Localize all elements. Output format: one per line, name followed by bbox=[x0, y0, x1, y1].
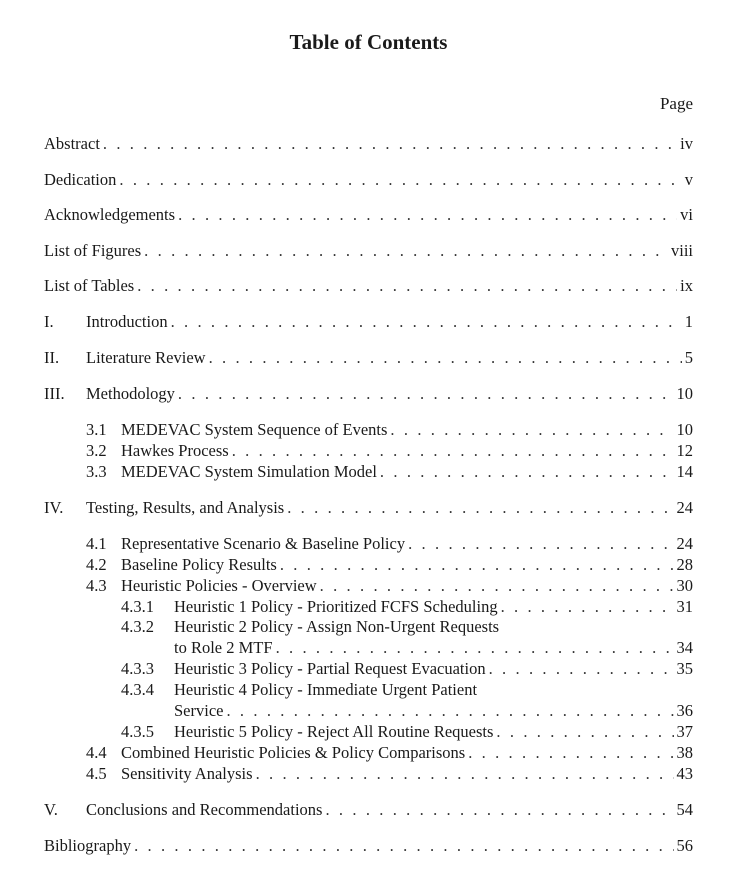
toc-entry-page: vi bbox=[680, 205, 693, 224]
toc-entry-number: 4.2 bbox=[86, 555, 107, 574]
toc-entry-title: Conclusions and Recommendations bbox=[86, 800, 323, 819]
toc-entry-title: Literature Review bbox=[86, 348, 206, 367]
toc-entry-page: 14 bbox=[676, 462, 693, 481]
toc-subsection-4-3-5[interactable] bbox=[121, 722, 693, 742]
toc-entry-page: 28 bbox=[676, 555, 693, 574]
toc-entry-number: 4.4 bbox=[86, 743, 107, 762]
toc-entry-number: 4.3.2 bbox=[121, 617, 154, 636]
toc-entry-number: 3.1 bbox=[86, 420, 107, 439]
toc-entry-title: Testing, Results, and Analysis bbox=[86, 498, 285, 517]
toc-section-3-1[interactable] bbox=[86, 420, 693, 440]
toc-entry-page: 31 bbox=[676, 597, 693, 616]
toc-entry-page: 34 bbox=[676, 638, 693, 657]
toc-chapter-testing-results[interactable] bbox=[44, 498, 693, 518]
toc-entry-dedication[interactable] bbox=[44, 170, 693, 190]
toc-section-4-5[interactable] bbox=[86, 764, 693, 784]
dot-leader bbox=[320, 576, 674, 596]
toc-entry-page: 5 bbox=[684, 348, 693, 367]
page-title: Table of Contents bbox=[289, 30, 448, 54]
toc-entry-acknowledgements[interactable] bbox=[44, 205, 693, 225]
toc-entry-bibliography[interactable] bbox=[44, 836, 693, 856]
toc-entry-number: 4.3.1 bbox=[121, 597, 154, 616]
toc-chapter-introduction[interactable] bbox=[44, 312, 693, 332]
dot-leader bbox=[119, 170, 681, 190]
dot-leader bbox=[408, 534, 673, 554]
dot-leader bbox=[489, 659, 674, 679]
toc-entry-number: 4.5 bbox=[86, 764, 107, 783]
dot-leader bbox=[209, 348, 682, 368]
toc-entry-page: 24 bbox=[676, 534, 693, 553]
toc-section-3-3[interactable] bbox=[86, 462, 693, 482]
dot-leader bbox=[390, 420, 673, 440]
toc-entry-title: Introduction bbox=[86, 312, 168, 331]
toc-entry-page: 12 bbox=[676, 441, 693, 460]
toc-entry-page: 10 bbox=[676, 420, 693, 439]
toc-entry-list-of-figures[interactable] bbox=[44, 241, 693, 261]
toc-entry-title-continuation: to Role 2 MTF bbox=[174, 638, 273, 657]
toc-entry-number: 4.3.5 bbox=[121, 722, 154, 741]
dot-leader bbox=[171, 312, 682, 332]
toc-entry-page: viii bbox=[670, 241, 693, 260]
toc-entry-title: Bibliography bbox=[44, 836, 132, 855]
toc-entry-title: List of Tables bbox=[44, 276, 135, 295]
toc-entry-title: Heuristic 5 Policy - Reject All Routine Requests bbox=[174, 722, 494, 741]
toc-chapter-conclusions[interactable] bbox=[44, 800, 693, 820]
toc-entry-title-continuation: Service bbox=[174, 701, 224, 720]
toc-entry-page: 56 bbox=[676, 836, 693, 855]
toc-entry-number: 3.3 bbox=[86, 462, 107, 481]
toc-entry-title: Heuristic 1 Policy - Prioritized FCFS Scheduling bbox=[174, 597, 498, 616]
dot-leader bbox=[226, 701, 673, 721]
dot-leader bbox=[103, 134, 677, 154]
toc-entry-title: Combined Heuristic Policies & Policy Comparisons bbox=[121, 743, 466, 762]
toc-entry-number: I. bbox=[44, 312, 54, 331]
toc-subsection-4-3-4-first-line[interactable] bbox=[121, 680, 477, 700]
toc-entry-title: Baseline Policy Results bbox=[121, 555, 277, 574]
dot-leader bbox=[325, 800, 673, 820]
dot-leader bbox=[287, 498, 673, 518]
dot-leader bbox=[496, 722, 673, 742]
toc-chapter-literature-review[interactable] bbox=[44, 348, 693, 368]
toc-entry-title: List of Figures bbox=[44, 241, 142, 260]
dot-leader bbox=[501, 597, 674, 617]
toc-entry-page: 35 bbox=[676, 659, 693, 678]
toc-section-4-2[interactable] bbox=[86, 555, 693, 575]
dot-leader bbox=[468, 743, 673, 763]
toc-entry-number: 3.2 bbox=[86, 441, 107, 460]
toc-entry-page: 10 bbox=[676, 384, 693, 403]
toc-entry-abstract[interactable] bbox=[44, 134, 693, 154]
toc-entry-title: Acknowledgements bbox=[44, 205, 176, 224]
toc-entry-page: iv bbox=[680, 134, 693, 153]
toc-entry-title: Representative Scenario & Baseline Policy bbox=[121, 534, 406, 553]
dot-leader bbox=[144, 241, 668, 261]
toc-entry-title: Dedication bbox=[44, 170, 117, 189]
toc-entry-number: 4.3 bbox=[86, 576, 107, 595]
toc-entry-page: 43 bbox=[676, 764, 693, 783]
toc-entry-number: 4.3.3 bbox=[121, 659, 154, 678]
toc-entry-number: V. bbox=[44, 800, 58, 819]
toc-entry-number: II. bbox=[44, 348, 60, 367]
toc-chapter-methodology[interactable] bbox=[44, 384, 693, 404]
toc-entry-title: Hawkes Process bbox=[121, 441, 229, 460]
toc-entry-page: 1 bbox=[684, 312, 693, 331]
toc-entry-title: Heuristic 4 Policy - Immediate Urgent Patient bbox=[174, 680, 478, 699]
toc-entry-page: 38 bbox=[676, 743, 693, 762]
toc-entry-number: 4.1 bbox=[86, 534, 107, 553]
toc-entry-page: 30 bbox=[676, 576, 693, 595]
toc-entry-list-of-tables[interactable] bbox=[44, 276, 693, 296]
toc-subsection-4-3-1[interactable] bbox=[121, 597, 693, 617]
toc-section-4-1[interactable] bbox=[86, 534, 693, 554]
toc-section-3-2[interactable] bbox=[86, 441, 693, 461]
dot-leader bbox=[134, 836, 673, 856]
toc-subsection-4-3-2-continuation[interactable] bbox=[174, 638, 693, 658]
toc-entry-number: IV. bbox=[44, 498, 64, 517]
toc-entry-title: Abstract bbox=[44, 134, 100, 153]
toc-entry-title: MEDEVAC System Sequence of Events bbox=[121, 420, 388, 439]
toc-subsection-4-3-3[interactable] bbox=[121, 659, 693, 679]
toc-entry-page: 54 bbox=[676, 800, 693, 819]
dot-leader bbox=[276, 638, 674, 658]
toc-entry-title: MEDEVAC System Simulation Model bbox=[121, 462, 377, 481]
page-column-header: Page bbox=[659, 94, 693, 113]
toc-section-4-4[interactable] bbox=[86, 743, 693, 763]
dot-leader bbox=[256, 764, 674, 784]
toc-entry-page: 37 bbox=[676, 722, 693, 741]
toc-entry-title: Methodology bbox=[86, 384, 175, 403]
dot-leader bbox=[280, 555, 674, 575]
toc-entry-page: ix bbox=[680, 276, 693, 295]
dot-leader bbox=[137, 276, 677, 296]
toc-entry-title: Heuristic Policies - Overview bbox=[121, 576, 317, 595]
dot-leader bbox=[178, 384, 674, 404]
toc-entry-page: 24 bbox=[676, 498, 693, 517]
dot-leader bbox=[380, 462, 674, 482]
toc-entry-title: Heuristic 3 Policy - Partial Request Evacuation bbox=[174, 659, 486, 678]
toc-entry-title: Sensitivity Analysis bbox=[121, 764, 253, 783]
toc-section-4-3[interactable] bbox=[86, 576, 693, 596]
toc-subsection-4-3-2-first-line[interactable] bbox=[121, 617, 499, 637]
toc-entry-title: Heuristic 2 Policy - Assign Non-Urgent Requests bbox=[174, 617, 500, 636]
toc-entry-number: III. bbox=[44, 384, 65, 403]
dot-leader bbox=[232, 441, 674, 461]
dot-leader bbox=[178, 205, 677, 225]
toc-entry-number: 4.3.4 bbox=[121, 680, 154, 699]
toc-subsection-4-3-4-continuation[interactable] bbox=[174, 701, 693, 721]
toc-entry-page: v bbox=[684, 170, 693, 189]
toc-entry-page: 36 bbox=[676, 701, 693, 720]
